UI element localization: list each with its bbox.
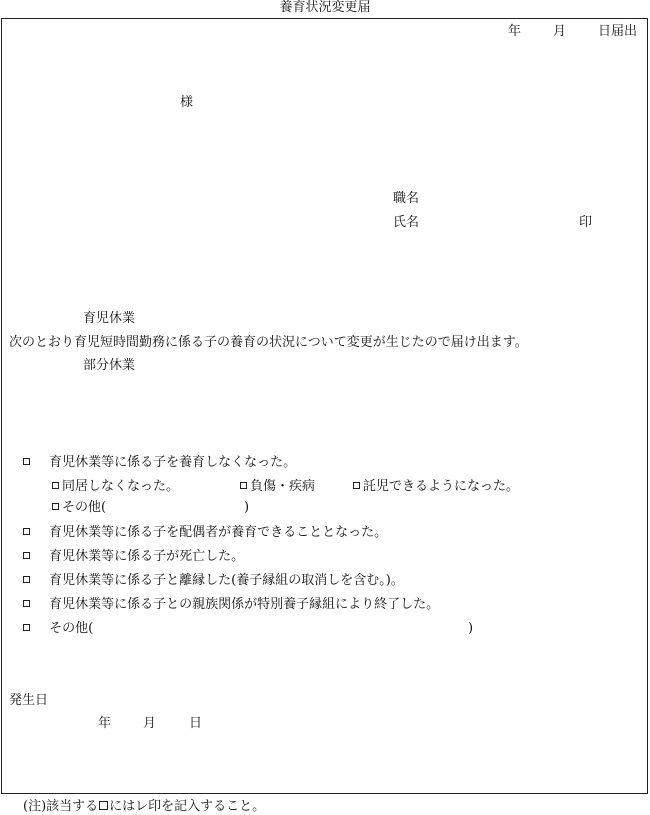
sub-reason-label: その他( [62,500,107,515]
reason-item [23,455,296,471]
main-sentence: 次のとおり育児短時間勤務に係る子の養育の状況について変更が生じたので届け出ます。 [9,335,528,350]
seal-label: 印 [579,215,593,230]
leave-option-partial: 部分休業 [83,358,136,373]
checkbox-sub-other[interactable] [52,503,59,510]
occurrence-year-label: 年 [98,716,112,731]
submit-year-label: 年 [508,24,522,39]
sub-reason-daycare [353,479,519,495]
reason-label: 育児休業等に係る子を配偶者が養育できることとなった。 [49,525,388,540]
reason-other-close: ) [468,621,474,636]
reason-label: 育児休業等に係る子と離縁した(養子縁組の取消しを含む。)。 [49,573,404,588]
sub-reason-cohabitation [52,479,179,495]
reason-item [23,549,244,565]
occurrence-day-label: 日 [189,716,203,731]
reason-item [23,573,404,589]
occurrence-label: 発生日 [9,693,49,708]
sub-reason-label: 負傷・疾病 [250,479,316,494]
checkbox-injury[interactable] [240,482,247,489]
checkbox-other[interactable] [23,624,30,631]
checkbox-dissolved-adoption[interactable] [23,576,30,583]
sub-reason-label: 同居しなくなった。 [62,479,180,494]
footnote-prefix: (注)該当する [23,799,99,814]
reason-label: 育児休業等に係る子との親族関係が特別養子縁組により終了した。 [49,597,440,612]
checkbox-daycare[interactable] [353,482,360,489]
addressee-suffix: 様 [180,95,194,110]
occurrence-month-label: 月 [143,716,157,731]
reason-label: 育児休業等に係る子が死亡した。 [49,549,245,564]
reason-item [23,525,387,541]
checkbox-not-raising[interactable] [23,458,30,465]
sub-reason-other [52,500,106,516]
footnote-suffix: にはレ印を記入すること。 [109,799,266,814]
sub-reason-label: 託児できるようになった。 [363,479,520,494]
form-title: 養育状況変更届 [279,0,371,15]
checkbox-special-adoption[interactable] [23,600,30,607]
reason-item [23,621,93,637]
footnote [23,799,265,815]
leave-option-childcare: 育児休業 [83,311,136,326]
reason-label: その他( [49,621,94,636]
sub-reason-other-close: ) [244,500,250,515]
submit-day-label: 日届出 [598,24,638,39]
form-frame [1,18,648,794]
submit-month-label: 月 [553,24,567,39]
reason-item [23,597,439,613]
checkbox-sample-icon [99,801,108,810]
reason-label: 育児休業等に係る子を養育しなくなった。 [49,455,297,470]
checkbox-spouse-can-raise[interactable] [23,528,30,535]
checkbox-child-died[interactable] [23,552,30,559]
position-label: 職名 [393,191,420,206]
name-label: 氏名 [393,215,420,230]
sub-reason-injury [240,479,315,495]
checkbox-cohabitation[interactable] [52,482,59,489]
